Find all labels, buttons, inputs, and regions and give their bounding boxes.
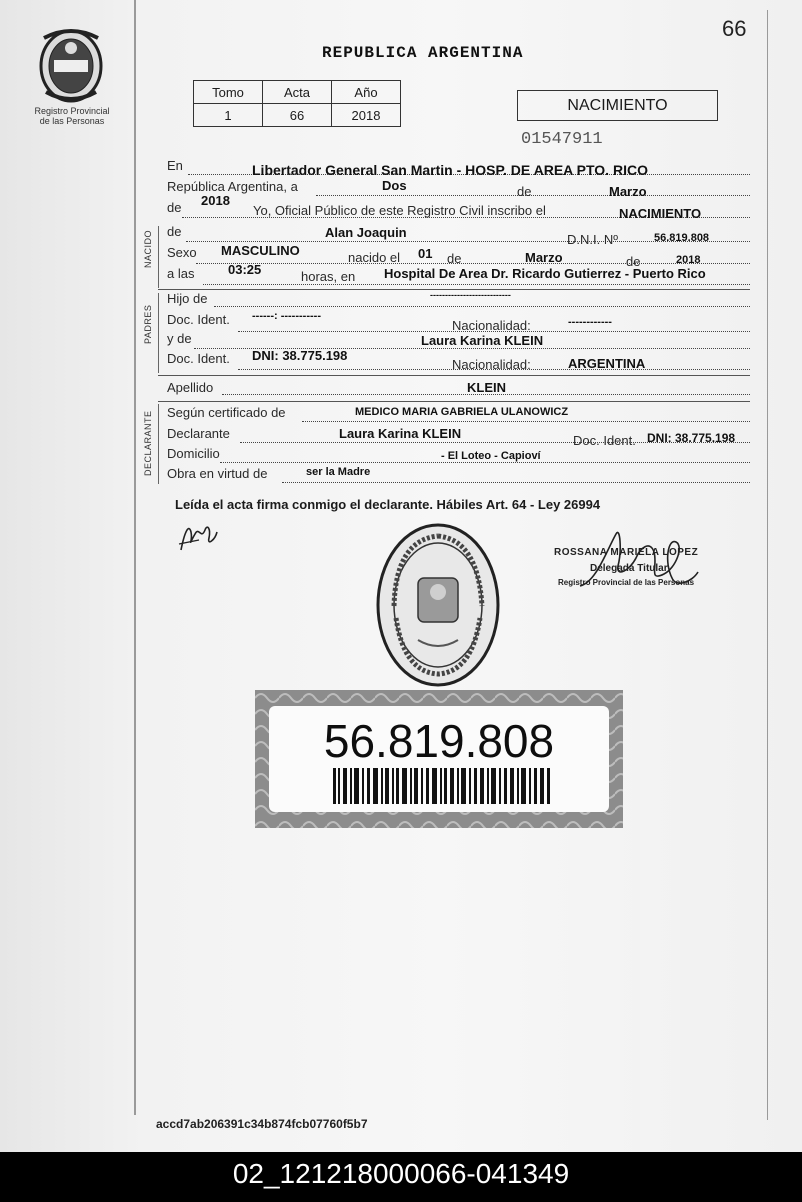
- page-number: 66: [722, 16, 747, 41]
- registration-place: Libertador General San Martin - HOSP. DE AREA PTO. RICO: [252, 162, 648, 178]
- act-type-box: NACIMIENTO: [517, 90, 718, 121]
- mother-doc: DNI: 38.775.198: [252, 348, 348, 363]
- line-time: [203, 284, 750, 285]
- declarante-side-bar: [158, 404, 159, 484]
- de-label-2: de: [167, 200, 182, 215]
- registry-header-tomo: Tomo: [194, 81, 263, 104]
- nacido-section-label: NACIDO: [143, 229, 153, 268]
- child-sex: MASCULINO: [221, 243, 300, 258]
- declarante-label: Declarante: [167, 426, 230, 441]
- year-value: 2018: [201, 193, 230, 208]
- padres-side-bar: [158, 293, 159, 373]
- birth-time: 03:25: [228, 262, 262, 277]
- birth-day: 01: [418, 246, 433, 261]
- republica-label: República Argentina, a: [167, 179, 298, 194]
- line-apellido: [222, 394, 750, 395]
- padres-section-label: PADRES: [143, 304, 153, 344]
- declarante-name: Laura Karina KLEIN: [339, 426, 462, 441]
- yde-label: y de: [167, 331, 192, 346]
- nacido-de-label: de: [167, 224, 182, 239]
- birth-de-label-1: de: [447, 251, 462, 266]
- declarant-signature: [175, 520, 220, 555]
- inscribe-type: NACIMIENTO: [619, 206, 702, 221]
- registry-value-anio: 2018: [332, 104, 401, 127]
- en-label: En: [167, 158, 183, 173]
- line-sex: [196, 263, 750, 264]
- domicilio-label: Domicilio: [167, 446, 220, 461]
- registry-value-row: [194, 104, 401, 127]
- nacionalidad-label-1: Nacionalidad:: [452, 318, 531, 333]
- doc-ident-label-1: Doc. Ident.: [167, 312, 230, 327]
- section-divider-3: [158, 401, 750, 402]
- footer-code: 02_121218000066-041349: [232, 1158, 570, 1189]
- hijo-label: Hijo de: [167, 291, 208, 306]
- birth-month: Marzo: [525, 250, 563, 265]
- obra-label: Obra en virtud de: [167, 466, 268, 481]
- alas-label: a las: [167, 266, 195, 281]
- nacionalidad-label-2: Nacionalidad:: [452, 357, 531, 372]
- document-title: REPUBLICA ARGENTINA: [322, 44, 524, 62]
- logo-caption: [14, 106, 130, 126]
- nacido-side-bar: [158, 226, 159, 288]
- sexo-label: Sexo: [167, 245, 197, 260]
- footer-bar: [0, 1152, 802, 1202]
- birth-de-label-2: de: [626, 254, 641, 269]
- serial-number: 01547911: [521, 130, 603, 149]
- oficial-text: Yo, Oficial Público de este Registro Civil inscribo el: [253, 203, 546, 218]
- mother-name: Laura Karina KLEIN: [421, 333, 544, 348]
- registry-header-acta: Acta: [263, 81, 332, 104]
- closing-statement: Leída el acta firma conmigo el declarante. Hábiles Art. 64 - Ley 26994: [175, 497, 601, 512]
- registry-header-anio: Año: [332, 81, 401, 104]
- right-margin-line: [767, 10, 768, 1120]
- section-divider-2: [158, 375, 750, 376]
- left-margin-line: [134, 0, 136, 1115]
- birth-year: 2018: [676, 254, 701, 266]
- child-name: Alan Joaquin: [325, 225, 407, 240]
- declarante-section-label: DECLARANTE: [143, 410, 153, 476]
- logo-caption-line-2: de las Personas: [39, 116, 105, 126]
- domicilio-value: - El Loteo - Capioví: [441, 450, 541, 462]
- dni-label-area: [269, 706, 609, 812]
- dni-number-large: 56.819.808: [323, 715, 555, 767]
- father-nationality: ------------: [568, 316, 612, 328]
- line-cert: [302, 421, 750, 422]
- officer-organization: Registro Provincial de las Personas: [558, 578, 695, 587]
- birth-place: Hospital De Area Dr. Ricardo Gutierrez - Puerto Rico: [384, 266, 706, 281]
- registry-header-row: [194, 81, 401, 104]
- registry-value-acta: 66: [263, 104, 332, 127]
- dni-label: D.N.I. Nº: [567, 232, 618, 247]
- barcode: [333, 768, 553, 804]
- certificate-issuer: MEDICO MARIA GABRIELA ULANOWICZ: [355, 406, 569, 418]
- mother-nationality: ARGENTINA: [568, 356, 646, 371]
- certificado-label: Según certificado de: [167, 405, 286, 420]
- document-hash: accd7ab206391c34b874fcb07760f5b7: [156, 1117, 368, 1131]
- declarante-doc: DNI: 38.775.198: [647, 431, 736, 445]
- line-mother-doc: [238, 369, 750, 370]
- apellido-value: KLEIN: [467, 380, 506, 395]
- child-dni: 56.819.808: [654, 232, 710, 244]
- line-date: [316, 195, 750, 196]
- line-declarante: [240, 442, 750, 443]
- registry-table: [193, 80, 401, 127]
- official-stamp: [374, 522, 502, 688]
- day-word: Dos: [382, 178, 407, 193]
- apellido-label: Apellido: [167, 380, 214, 395]
- dni-barcode-card: [255, 690, 623, 828]
- officer-name: ROSSANA MARIELA LOPEZ: [554, 547, 699, 558]
- officer-role: Delegada Titular: [590, 563, 668, 574]
- father-name: ---------------------------: [430, 290, 511, 300]
- doc-ident-label-2: Doc. Ident.: [167, 351, 230, 366]
- provincial-seal-logo: [36, 26, 106, 104]
- logo-caption-line-1: Registro Provincial: [34, 106, 110, 116]
- line-father-doc: [238, 331, 750, 332]
- father-doc: ------: -----------: [252, 310, 321, 322]
- horas-label: horas, en: [301, 269, 356, 284]
- line-obra: [282, 482, 750, 483]
- decl-doc-label: Doc. Ident.: [573, 433, 636, 448]
- nacido-el-label: nacido el: [348, 250, 401, 265]
- line-father: [214, 306, 750, 307]
- obra-value: ser la Madre: [306, 466, 371, 478]
- month-word: Marzo: [609, 184, 647, 199]
- de-label-1: de: [517, 184, 532, 199]
- line-domicilio: [220, 462, 750, 463]
- registry-value-tomo: 1: [194, 104, 263, 127]
